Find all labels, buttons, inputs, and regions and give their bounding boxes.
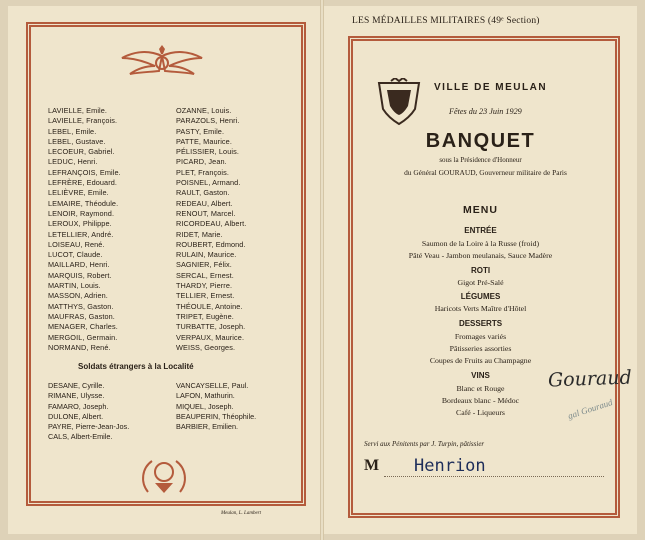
member-name: VERPAUX, Maurice.	[176, 332, 245, 342]
foreign-soldiers-title: Soldats étrangers à la Localité	[78, 362, 194, 371]
printer-credit: Meulan, L. Lambert	[221, 511, 261, 516]
member-name: LEFRÈRE, Edouard.	[48, 178, 118, 188]
member-name: SERCAL, Ernest.	[176, 270, 234, 280]
member-name: SAGNIER, Félix.	[176, 260, 232, 270]
member-name: MAUFRAS, Gaston.	[48, 311, 115, 321]
foreign-soldier-name: BARBIER, Emilien.	[176, 422, 239, 432]
course-legumes: LÉGUMES	[460, 292, 501, 301]
course-entree: ENTRÉE	[464, 226, 497, 235]
member-name: MARTIN, Louis.	[48, 281, 101, 291]
foreign-soldier-name: CALS, Albert-Emile.	[48, 432, 113, 442]
member-name: PATTE, Maurice.	[176, 136, 232, 146]
member-name: RENOUT, Marcel.	[176, 208, 236, 218]
foreign-soldier-name: RIMANE, Ulysse.	[48, 391, 105, 401]
member-name: MERGOIL, Germain.	[48, 332, 118, 342]
foreign-soldier-name: PAYRE, Pierre-Jean-Jos.	[48, 422, 130, 432]
member-name: WEISS, Georges.	[176, 342, 236, 352]
left-page	[8, 6, 322, 534]
right-page	[324, 6, 637, 534]
member-name: TELLIER, Ernest.	[176, 291, 235, 301]
foreign-soldier-name: BEAUPERIN, Théophile.	[176, 411, 257, 421]
foreign-soldier-name: MIQUEL, Joseph.	[176, 401, 234, 411]
patron-line: du Général GOURAUD, Gouverneur militaire de Paris	[404, 168, 567, 177]
member-name: PLET, François.	[176, 167, 230, 177]
member-name: LEDUC, Henri.	[48, 157, 98, 167]
member-name: MASSON, Adrien.	[48, 291, 108, 301]
wreath-emblem-icon	[136, 448, 192, 502]
foreign-soldier-name: LAFON, Mathurin.	[176, 391, 235, 401]
winged-emblem-icon	[118, 44, 206, 84]
member-name: TRIPET, Eugène.	[176, 311, 234, 321]
foreign-soldier-name: FAMARO, Joseph.	[48, 401, 109, 411]
foreign-soldiers-right	[176, 381, 256, 432]
member-name: LELIÈVRE, Emile.	[48, 188, 109, 198]
member-name: LOISEAU, René.	[48, 239, 105, 249]
menu-dish: Saumon de la Loire à la Russe (froid)	[421, 239, 540, 248]
society-header: LES MÉDAILLES MILITAIRES (49ᵉ Section)	[352, 16, 540, 26]
course-vins: VINS	[471, 371, 490, 380]
menu-dish: Gigot Pré-Salé	[457, 278, 504, 287]
member-name: REDEAU, Albert.	[176, 198, 233, 208]
course-roti: ROTI	[470, 266, 491, 275]
member-name: RULAIN, Maurice.	[176, 250, 237, 260]
menu-dish: Fromages variés	[454, 332, 507, 341]
signature-annotation: gal Gouraud	[566, 397, 614, 421]
caterer-line: Servi aux Pénitents par J. Turpin, pâtissier	[364, 440, 485, 448]
member-name: MAILLARD, Henri.	[48, 260, 110, 270]
member-name: PÉLISSIER, Louis.	[176, 147, 239, 157]
menu-dish: Blanc et Rouge	[456, 384, 505, 393]
menu-dish: Café - Liqueurs	[456, 408, 505, 417]
member-name: NORMAND, René.	[48, 342, 111, 352]
member-name: LEROUX, Philippe.	[48, 219, 112, 229]
city-title: VILLE DE MEULAN	[434, 82, 548, 93]
member-name: RIDET, Marie.	[176, 229, 223, 239]
handwritten-signature: Gouraud	[547, 366, 633, 392]
city-crest-icon	[371, 78, 427, 126]
member-name: PASTY, Emile.	[176, 126, 225, 136]
member-name: LEMAIRE, Théodule.	[48, 198, 119, 208]
foreign-soldiers-left	[48, 381, 129, 443]
guest-name: Henrion	[414, 456, 486, 476]
menu-dish: Haricots Verts Maître d'Hôtel	[434, 304, 527, 313]
member-name: LEBEL, Gustave.	[48, 136, 106, 146]
course-desserts: DESSERTS	[458, 319, 503, 328]
member-name: TURBATTE, Joseph.	[176, 322, 246, 332]
member-name: THARDY, Pierre.	[176, 281, 233, 291]
names-column-left	[48, 106, 121, 353]
member-name: LAVIELLE, Emile.	[48, 106, 108, 115]
foreign-soldier-name: DULONE, Albert.	[48, 411, 104, 421]
member-name: LECOEUR, Gabriel.	[48, 147, 115, 157]
member-name: LETELLIER, André.	[48, 229, 114, 239]
banquet-title: BANQUET	[425, 130, 536, 152]
presidence-line: sous la Présidence d'Honneur	[439, 156, 522, 164]
member-name: ROUBERT, Edmond.	[176, 239, 246, 249]
member-name: MATTHYS, Gaston.	[48, 301, 114, 311]
member-name: LENOIR, Raymond.	[48, 208, 115, 218]
menu-dish: Coupes de Fruits au Champagne	[429, 356, 532, 365]
names-column-right	[176, 106, 246, 353]
menu-dish: Bordeaux blanc - Médoc	[441, 396, 520, 405]
member-name: RICORDEAU, Albert.	[176, 219, 247, 229]
menu-title: MENU	[463, 204, 498, 216]
member-name: RAULT, Gaston.	[176, 188, 230, 198]
member-name: LAVIELLE, François.	[48, 116, 118, 126]
member-name: LEFRANÇOIS, Emile.	[48, 167, 121, 177]
member-name: MENAGER, Charles.	[48, 322, 118, 332]
menu-dish: Pâtisseries assorties	[449, 344, 512, 353]
member-name: MARQUIS, Robert.	[48, 270, 112, 280]
member-name: PARAZOLS, Henri.	[176, 116, 240, 126]
member-name: POISNEL, Armand.	[176, 178, 241, 188]
menu-dish: Pâté Veau - Jambon meulanais, Sauce Madère	[408, 251, 553, 260]
member-name: LUCOT, Claude.	[48, 250, 103, 260]
member-name: OZANNE, Louis.	[176, 106, 232, 115]
member-name: LEBEL, Emile.	[48, 126, 97, 136]
foreign-soldier-name: DESANE, Cyrille.	[48, 381, 105, 390]
member-name: THÉOULE, Antoine.	[176, 301, 243, 311]
guest-prefix: M	[364, 457, 380, 474]
guest-name-line	[384, 476, 604, 477]
foreign-soldier-name: VANCAYSELLE, Paul.	[176, 381, 249, 390]
event-date: Fêtes du 23 Juin 1929	[449, 107, 522, 116]
member-name: PICARD, Jean.	[176, 157, 227, 167]
